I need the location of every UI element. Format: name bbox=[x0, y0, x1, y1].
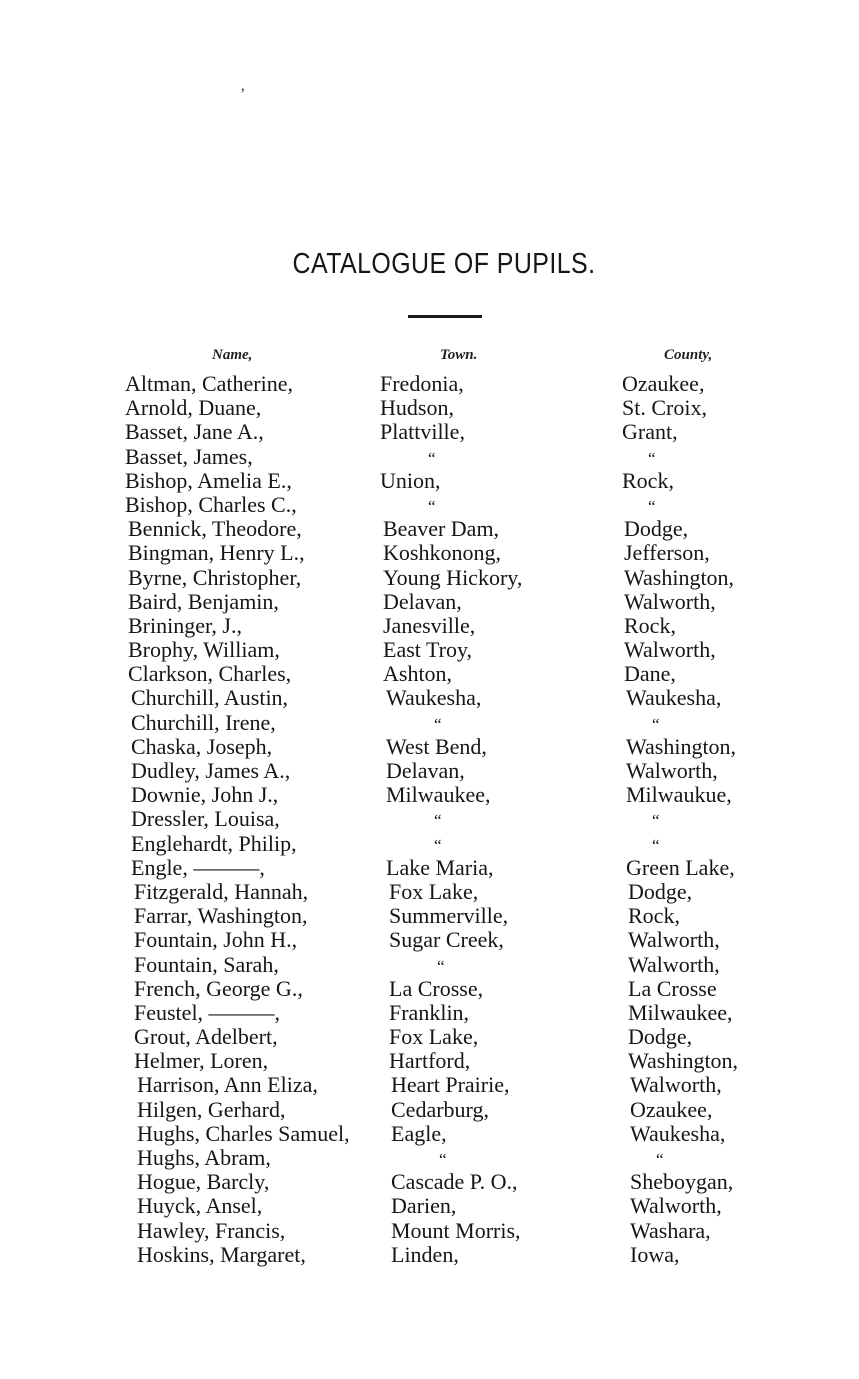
pupil-county-text: Waukesha, bbox=[626, 685, 722, 711]
pupil-town-text: Waukesha, bbox=[386, 685, 482, 711]
pupil-county-text: Walworth, bbox=[630, 1193, 722, 1219]
pupil-county-text: Dodge, bbox=[628, 878, 693, 904]
pupil-county bbox=[630, 1219, 711, 1243]
pupil-name-text: Hoskins, Margaret, bbox=[137, 1241, 306, 1267]
pupil-county-text: Walworth, bbox=[624, 588, 716, 614]
pupil-county bbox=[628, 1001, 732, 1025]
pupil-name bbox=[131, 759, 290, 783]
pupil-town bbox=[391, 1170, 517, 1194]
table-row bbox=[0, 1194, 859, 1218]
pupil-name-text: Bishop, Amelia E., bbox=[125, 467, 292, 493]
pupil-name-text: Arnold, Duane, bbox=[125, 395, 262, 421]
table-row bbox=[0, 856, 859, 880]
pupil-town bbox=[386, 711, 442, 737]
pupil-name bbox=[134, 880, 308, 904]
pupil-town bbox=[389, 928, 504, 952]
pupil-town bbox=[389, 1001, 469, 1025]
pupil-name bbox=[125, 445, 253, 469]
table-row bbox=[0, 493, 859, 517]
pupil-town bbox=[391, 1219, 521, 1243]
pupil-name-text: Basset, Jane A., bbox=[125, 419, 264, 445]
pupil-name bbox=[125, 469, 292, 493]
pupil-town bbox=[386, 807, 442, 833]
table-row bbox=[0, 1001, 859, 1025]
page-title: CATALOGUE OF PUPILS. bbox=[292, 248, 596, 280]
pupil-name-text: Hughs, Abram, bbox=[137, 1145, 271, 1170]
pupil-name-text: Grout, Adelbert, bbox=[134, 1024, 278, 1050]
pupil-county-text: “ bbox=[652, 714, 660, 734]
pupil-name bbox=[125, 396, 261, 420]
pupil-county-text: “ bbox=[652, 811, 660, 831]
pupil-town bbox=[389, 1025, 478, 1049]
pupil-town bbox=[391, 1122, 447, 1146]
pupil-county-text: Waukesha, bbox=[630, 1120, 726, 1146]
pupil-county bbox=[626, 856, 735, 880]
pupil-town-text: Milwaukee, bbox=[386, 782, 491, 808]
pupil-county bbox=[630, 1170, 733, 1194]
pupil-county bbox=[630, 1098, 712, 1122]
table-row bbox=[0, 928, 859, 952]
table-row bbox=[0, 1073, 859, 1097]
pupil-town-text: Heart Prairie, bbox=[391, 1072, 510, 1098]
pupil-county-text: Rock, bbox=[624, 612, 676, 638]
pupil-name bbox=[128, 638, 280, 662]
pupil-town-text: “ bbox=[428, 496, 436, 516]
pupil-name bbox=[128, 590, 279, 614]
table-row bbox=[0, 832, 859, 856]
pupil-county-text: Washington, bbox=[626, 733, 737, 759]
pupil-county-text: Washington, bbox=[628, 1048, 739, 1074]
pupil-name-text: Harrison, Ann Eliza, bbox=[137, 1072, 318, 1098]
table-row bbox=[0, 977, 859, 1001]
pupil-name bbox=[137, 1243, 306, 1267]
table-row bbox=[0, 686, 859, 710]
pupil-name-text: Churchill, Austin, bbox=[131, 685, 289, 711]
pupil-town bbox=[389, 904, 508, 928]
column-header-county: County, bbox=[664, 347, 713, 363]
pupil-town-text: Delavan, bbox=[386, 758, 465, 783]
pupil-town-text: Hartford, bbox=[389, 1048, 471, 1074]
table-row bbox=[0, 614, 859, 638]
pupil-town-text: Janesville, bbox=[383, 612, 476, 638]
pupil-county bbox=[626, 807, 660, 833]
pupil-county bbox=[626, 735, 736, 759]
pupil-county bbox=[622, 396, 707, 420]
pupil-town bbox=[380, 372, 464, 396]
pupil-town-text: Hudson, bbox=[380, 395, 454, 421]
pupil-county-text: Dane, bbox=[624, 661, 676, 687]
pupil-name-text: Huyck, Ansel, bbox=[137, 1193, 263, 1219]
pupil-town bbox=[383, 662, 452, 686]
pupil-county bbox=[626, 686, 721, 710]
pupil-county-text: Ozaukee, bbox=[630, 1096, 713, 1122]
pupil-town bbox=[383, 614, 475, 638]
pupil-county-text: Milwaukee, bbox=[628, 999, 733, 1025]
pupil-town bbox=[389, 1049, 470, 1073]
pupil-county bbox=[630, 1122, 725, 1146]
pupil-name bbox=[125, 493, 297, 517]
pupil-name-text: Farrar, Washington, bbox=[134, 903, 308, 929]
pupil-town-text: Linden, bbox=[391, 1241, 459, 1267]
pupil-town-text: West Bend, bbox=[386, 733, 487, 759]
pupil-name bbox=[137, 1219, 285, 1243]
pupil-county-text: Washington, bbox=[624, 564, 735, 590]
pupil-town bbox=[389, 953, 445, 979]
pupil-county bbox=[628, 1049, 738, 1073]
pupil-table bbox=[0, 372, 859, 1267]
pupil-county bbox=[622, 420, 678, 444]
pupil-town bbox=[386, 783, 490, 807]
pupil-county bbox=[626, 783, 732, 807]
pupil-town-text: Eagle, bbox=[391, 1120, 447, 1146]
pupil-name bbox=[134, 1025, 278, 1049]
pupil-name-text: Byrne, Christopher, bbox=[128, 564, 302, 590]
pupil-town-text: La Crosse, bbox=[389, 975, 484, 1001]
table-row bbox=[0, 1219, 859, 1243]
pupil-county bbox=[626, 759, 718, 783]
table-row bbox=[0, 662, 859, 686]
pupil-county bbox=[622, 469, 674, 493]
pupil-name-text: Brophy, William, bbox=[128, 637, 280, 663]
pupil-county bbox=[628, 977, 717, 1001]
pupil-county-text: Walworth, bbox=[626, 758, 718, 783]
pupil-county bbox=[624, 590, 716, 614]
pupil-name-text: Dressler, Louisa, bbox=[131, 806, 280, 832]
pupil-town bbox=[380, 445, 436, 471]
pupil-town bbox=[386, 832, 442, 858]
pupil-name-text: Bishop, Charles C., bbox=[125, 491, 297, 517]
pupil-county-text: Iowa, bbox=[630, 1241, 680, 1267]
pupil-name-text: Baird, Benjamin, bbox=[128, 588, 279, 614]
pupil-county bbox=[630, 1146, 664, 1172]
pupil-name bbox=[128, 662, 291, 686]
pupil-town bbox=[386, 735, 487, 759]
pupil-town-text: Mount Morris, bbox=[391, 1217, 521, 1243]
pupil-name-text: Brininger, J., bbox=[128, 612, 242, 638]
pupil-county-text: Dodge, bbox=[624, 516, 689, 542]
pupil-name bbox=[131, 856, 265, 880]
pupil-town bbox=[391, 1243, 459, 1267]
pupil-county-text: Rock, bbox=[628, 903, 680, 929]
pupil-name bbox=[131, 832, 297, 856]
pupil-name bbox=[137, 1170, 269, 1194]
pupil-county-text: “ bbox=[652, 835, 660, 855]
pupil-name bbox=[134, 977, 303, 1001]
pupil-name-text: Basset, James, bbox=[125, 443, 253, 469]
table-row bbox=[0, 469, 859, 493]
table-row bbox=[0, 759, 859, 783]
pupil-name bbox=[134, 953, 279, 977]
pupil-name bbox=[137, 1098, 285, 1122]
pupil-county-text: Grant, bbox=[622, 419, 678, 445]
pupil-town bbox=[380, 396, 454, 420]
table-row bbox=[0, 1122, 859, 1146]
pupil-name-text: Dudley, James A., bbox=[131, 758, 291, 783]
pupil-town bbox=[380, 493, 436, 519]
pupil-county bbox=[626, 711, 660, 737]
table-row bbox=[0, 783, 859, 807]
pupil-county-text: “ bbox=[656, 1150, 664, 1169]
pupil-county bbox=[628, 928, 720, 952]
pupil-county bbox=[624, 517, 688, 541]
pupil-town bbox=[383, 517, 499, 541]
table-row bbox=[0, 638, 859, 662]
pupil-name bbox=[134, 904, 308, 928]
pupil-name-text: Fountain, Sarah, bbox=[134, 951, 279, 977]
pupil-county-text: “ bbox=[648, 496, 656, 516]
pupil-town bbox=[391, 1146, 447, 1172]
pupil-name bbox=[137, 1146, 271, 1170]
pupil-county bbox=[622, 372, 704, 396]
pupil-town-text: Young Hickory, bbox=[383, 564, 523, 590]
table-row bbox=[0, 1025, 859, 1049]
pupil-name bbox=[131, 711, 276, 735]
pupil-name-text: Chaska, Joseph, bbox=[131, 733, 273, 759]
pupil-name-text: Downie, John J., bbox=[131, 782, 279, 808]
pupil-town-text: Plattville, bbox=[380, 419, 465, 445]
table-row bbox=[0, 1243, 859, 1267]
pupil-town-text: Lake Maria, bbox=[386, 854, 494, 880]
pupil-county bbox=[628, 953, 720, 977]
pupil-county-text: Ozaukee, bbox=[622, 371, 705, 396]
pupil-name-text: Clarkson, Charles, bbox=[128, 661, 292, 687]
pupil-county-text: Washara, bbox=[630, 1217, 711, 1243]
pupil-name bbox=[134, 1001, 280, 1025]
table-row bbox=[0, 807, 859, 831]
table-row bbox=[0, 880, 859, 904]
pupil-town bbox=[383, 638, 472, 662]
pupil-town-text: “ bbox=[434, 714, 442, 734]
table-row bbox=[0, 541, 859, 565]
ink-mark: ’ bbox=[240, 86, 246, 103]
pupil-name bbox=[128, 517, 302, 541]
table-row bbox=[0, 711, 859, 735]
pupil-name bbox=[131, 735, 272, 759]
pupil-town-text: “ bbox=[434, 835, 442, 855]
title-rule bbox=[408, 315, 482, 318]
pupil-county-text: Walworth, bbox=[628, 927, 720, 953]
table-row bbox=[0, 396, 859, 420]
pupil-county bbox=[628, 1025, 692, 1049]
pupil-name-text: Hogue, Barcly, bbox=[137, 1169, 270, 1195]
pupil-name-text: Hughs, Charles Samuel, bbox=[137, 1120, 350, 1146]
pupil-town bbox=[389, 880, 478, 904]
pupil-county bbox=[622, 445, 656, 471]
pupil-name bbox=[134, 1049, 268, 1073]
pupil-town-text: Franklin, bbox=[389, 999, 470, 1025]
pupil-town bbox=[391, 1194, 456, 1218]
pupil-name-text: Englehardt, Philip, bbox=[131, 830, 297, 856]
table-row bbox=[0, 735, 859, 759]
pupil-town-text: Sugar Creek, bbox=[389, 927, 504, 953]
pupil-county bbox=[630, 1073, 722, 1097]
pupil-name bbox=[134, 928, 297, 952]
pupil-town bbox=[389, 977, 483, 1001]
pupil-name bbox=[128, 541, 305, 565]
pupil-town-text: Fox Lake, bbox=[389, 1024, 479, 1050]
pupil-county-text: St. Croix, bbox=[622, 395, 707, 421]
pupil-county bbox=[622, 493, 656, 519]
pupil-town-text: “ bbox=[437, 956, 445, 976]
table-row bbox=[0, 372, 859, 396]
pupil-town-text: Koshkonong, bbox=[383, 540, 501, 566]
pupil-county bbox=[624, 541, 710, 565]
table-row bbox=[0, 566, 859, 590]
pupil-name-text: Engle, ———, bbox=[131, 854, 265, 880]
table-row bbox=[0, 1170, 859, 1194]
pupil-name bbox=[125, 420, 264, 444]
pupil-town-text: Cascade P. O., bbox=[391, 1169, 518, 1195]
pupil-town bbox=[380, 469, 441, 493]
pupil-name-text: Fountain, John H., bbox=[134, 927, 298, 953]
pupil-town-text: Fredonia, bbox=[380, 371, 464, 396]
table-row bbox=[0, 420, 859, 444]
pupil-county-text: Milwaukue, bbox=[626, 782, 732, 808]
pupil-town-text: Delavan, bbox=[383, 588, 462, 614]
pupil-town-text: “ bbox=[428, 448, 436, 468]
pupil-county bbox=[624, 662, 676, 686]
pupil-name-text: Hawley, Francis, bbox=[137, 1217, 286, 1243]
pupil-county-text: Sheboygan, bbox=[630, 1169, 734, 1195]
pupil-town bbox=[386, 759, 465, 783]
pupil-county-text: Dodge, bbox=[628, 1024, 693, 1050]
pupil-town-text: Ashton, bbox=[383, 661, 453, 687]
pupil-name bbox=[131, 686, 288, 710]
pupil-county-text: Jefferson, bbox=[624, 540, 710, 566]
pupil-town bbox=[391, 1098, 489, 1122]
pupil-county bbox=[624, 638, 716, 662]
pupil-town-text: “ bbox=[439, 1150, 447, 1169]
pupil-name-text: Fitzgerald, Hannah, bbox=[134, 878, 309, 904]
pupil-town bbox=[391, 1073, 510, 1097]
table-row bbox=[0, 1146, 859, 1170]
table-row bbox=[0, 953, 859, 977]
table-row bbox=[0, 904, 859, 928]
pupil-county bbox=[630, 1194, 722, 1218]
pupil-name bbox=[137, 1194, 262, 1218]
pupil-county bbox=[628, 904, 680, 928]
pupil-county-text: Walworth, bbox=[630, 1072, 722, 1098]
table-row bbox=[0, 517, 859, 541]
pupil-name bbox=[125, 372, 293, 396]
pupil-town-text: Union, bbox=[380, 467, 441, 493]
pupil-town-text: Fox Lake, bbox=[389, 878, 479, 904]
pupil-name-text: Hilgen, Gerhard, bbox=[137, 1096, 286, 1122]
pupil-town-text: East Troy, bbox=[383, 637, 473, 663]
pupil-town-text: Cedarburg, bbox=[391, 1096, 489, 1122]
table-row bbox=[0, 1098, 859, 1122]
table-row bbox=[0, 1049, 859, 1073]
pupil-county-text: “ bbox=[648, 448, 656, 468]
pupil-county-text: Walworth, bbox=[624, 637, 716, 663]
pupil-town bbox=[386, 686, 481, 710]
pupil-town bbox=[386, 856, 494, 880]
pupil-county bbox=[624, 566, 734, 590]
pupil-town bbox=[383, 590, 462, 614]
column-header-town: Town. bbox=[440, 347, 478, 363]
pupil-name-text: French, George G., bbox=[134, 975, 303, 1001]
pupil-name-text: Bingman, Henry L., bbox=[128, 540, 305, 566]
pupil-name bbox=[137, 1073, 318, 1097]
pupil-county-text: Green Lake, bbox=[626, 854, 735, 880]
pupil-name bbox=[128, 614, 242, 638]
pupil-name-text: Helmer, Loren, bbox=[134, 1048, 269, 1074]
pupil-county-text: Walworth, bbox=[628, 951, 720, 977]
pupil-county bbox=[630, 1243, 679, 1267]
pupil-name-text: Churchill, Irene, bbox=[131, 709, 276, 735]
pupil-town bbox=[380, 420, 465, 444]
pupil-county-text: La Crosse bbox=[628, 975, 717, 1001]
pupil-town-text: Darien, bbox=[391, 1193, 457, 1219]
pupil-name bbox=[131, 807, 280, 831]
pupil-county bbox=[626, 832, 660, 858]
pupil-name-text: Altman, Catherine, bbox=[125, 371, 294, 396]
pupil-name bbox=[137, 1122, 350, 1146]
pupil-town bbox=[383, 566, 522, 590]
pupil-county bbox=[624, 614, 676, 638]
pupil-town-text: Summerville, bbox=[389, 903, 509, 929]
pupil-town bbox=[383, 541, 501, 565]
table-row bbox=[0, 590, 859, 614]
pupil-county bbox=[628, 880, 692, 904]
pupil-name bbox=[131, 783, 278, 807]
pupil-name bbox=[128, 566, 301, 590]
table-row bbox=[0, 445, 859, 469]
pupil-town-text: “ bbox=[434, 811, 442, 831]
pupil-county-text: Rock, bbox=[622, 467, 674, 493]
pupil-name-text: Feustel, ———, bbox=[134, 999, 281, 1025]
pupil-name-text: Bennick, Theodore, bbox=[128, 516, 302, 542]
pupil-town-text: Beaver Dam, bbox=[383, 516, 500, 542]
column-header-name: Name, bbox=[212, 347, 253, 363]
